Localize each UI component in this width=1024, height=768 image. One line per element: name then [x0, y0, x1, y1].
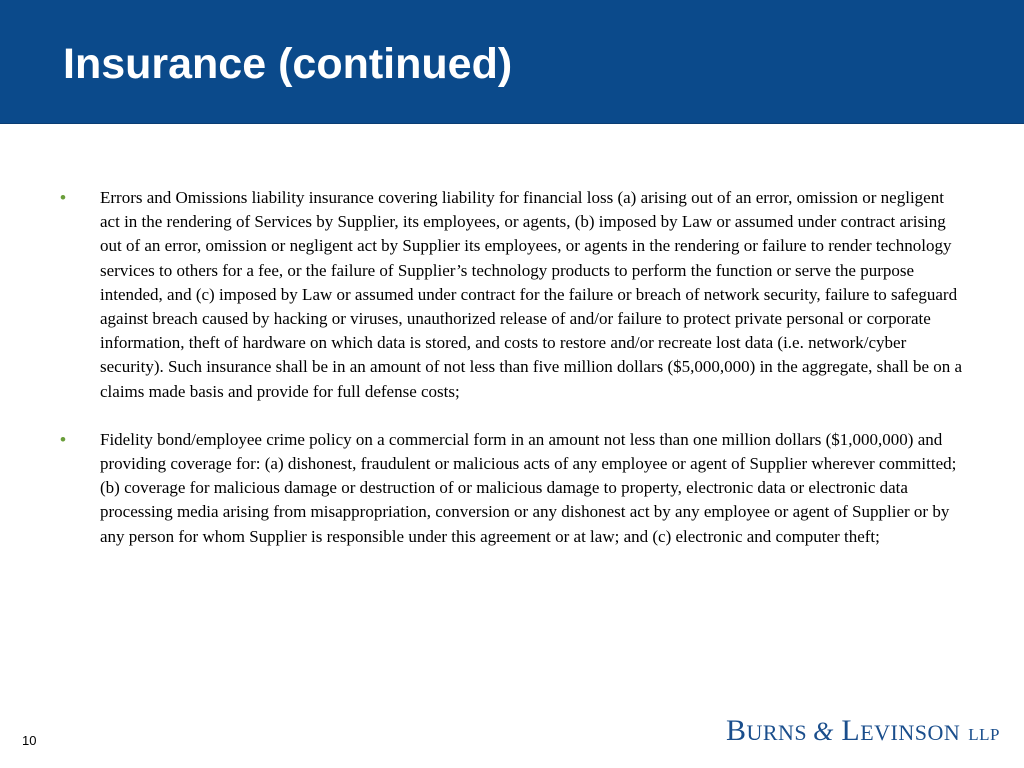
title-bar — [0, 0, 1024, 124]
bullet-icon: • — [60, 429, 66, 449]
bullet-text-fidelity-bond: Fidelity bond/employee crime policy on a commercial form in an amount not less than one million dollars ($1,000,000) and providing coverage for: (a) dishonest, fraudulent or malicious acts of any employee or agent of Supplier wherever committed; (b) coverage for malicious damage or destruction of or malicious damage to property, electronic data or electronic data processing media arising from misappropriation, conversion or any dishonest act by any employee or agent of Supplier or by any person for whom Supplier is responsible under this agreement or at law; and (c) electronic and computer theft; — [100, 429, 957, 546]
company-logo — [726, 714, 1000, 748]
list-item — [60, 428, 965, 549]
logo-ampersand: & — [813, 717, 834, 746]
page-number: 10 — [22, 733, 37, 748]
logo-word-urns: URNS — [746, 720, 808, 745]
slide-title: Insurance (continued) — [63, 40, 513, 88]
logo-word-evinson: EVINSON — [860, 720, 961, 745]
bullet-list — [60, 186, 965, 573]
list-item — [60, 186, 965, 404]
logo-initial-l: L — [841, 714, 861, 747]
logo-suffix-llp: LLP — [968, 725, 1000, 744]
bullet-icon: • — [60, 188, 66, 207]
bullet-text-errors-omissions: Errors and Omissions liability insurance covering liability for financial loss (a) arising out of an error, omission or negligent act in the rendering of Services by Supplier, its employees, or agents, (b) imposed by Law or assumed under contract arising out of an error, omission or negligent act by Supplier its employees, or agents in the rendering or failure to render technology services to others for a fee, or the failure of Supplier’s technology products to perform the function or serve the purpose intended, and (c) imposed by Law or assumed under contract for the failure or breach of network security, failure to safeguard against breach caused by hacking or viruses, unauthorized release of and/or failure to protect private personal or corporate information, theft of hardware on which data is stored, and costs to restore and/or recreate lost data (i.e. network/cyber security). Such insurance shall be in an amount of not less than five million dollars ($5,000,000) in the aggregate, shall be on a claims made basis and provide for full defense costs; — [100, 188, 963, 401]
logo-initial-b: B — [725, 714, 747, 747]
